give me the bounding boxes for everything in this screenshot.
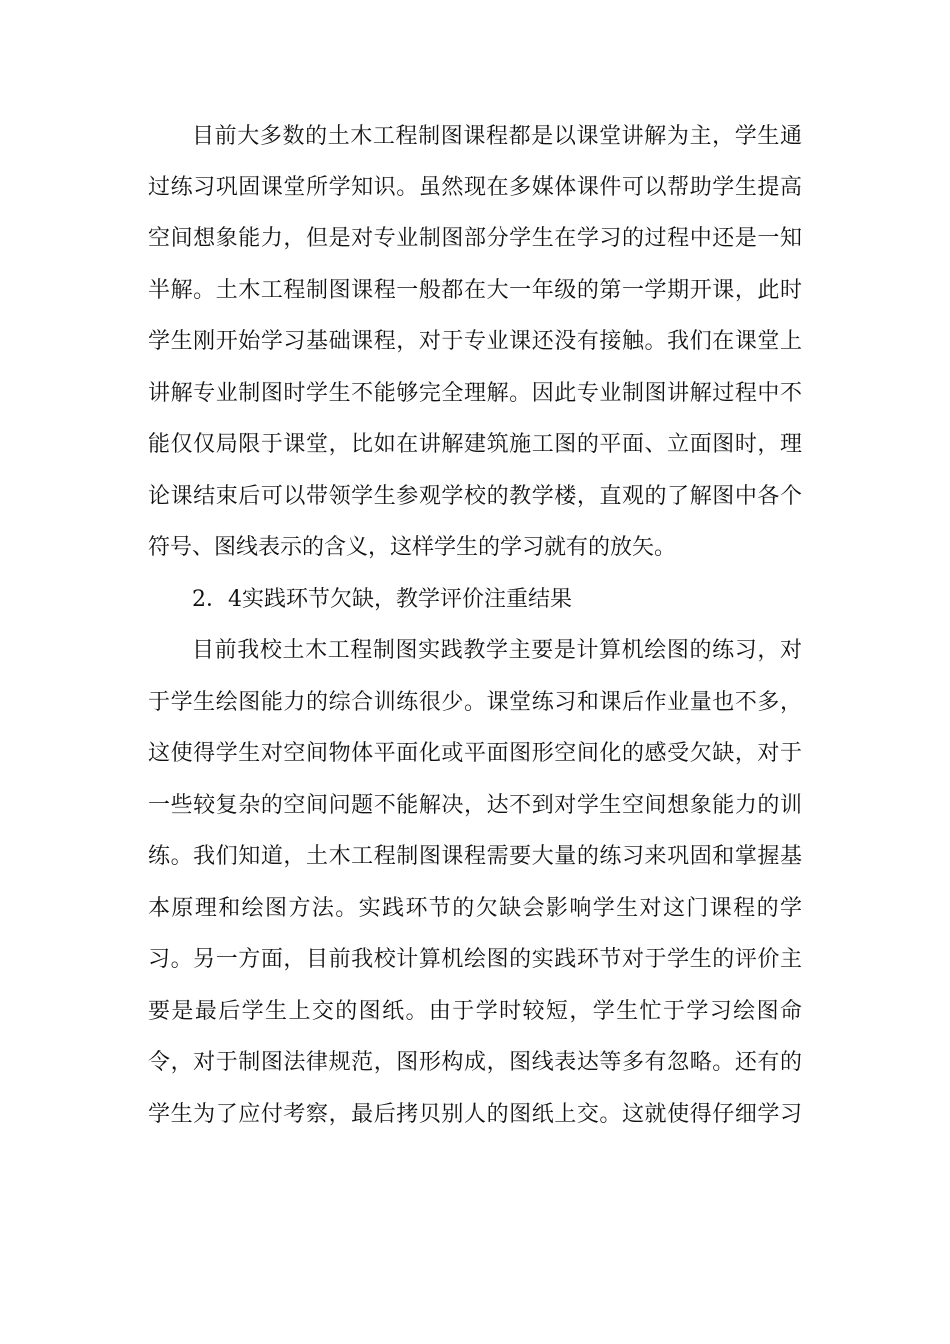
paragraph-line: 讲解专业制图时学生不能够完全理解。因此专业制图讲解过程中不 — [148, 381, 802, 406]
paragraph-line: 令，对于制图法律规范，图形构成，图线表达等多有忽略。还有的 — [148, 1050, 802, 1075]
paragraph-line: 学生刚开始学习基础课程，对于专业课还没有接触。我们在课堂上 — [148, 329, 802, 354]
paragraph-line: 学生为了应付考察，最后拷贝别人的图纸上交。这就使得仔细学习 — [148, 1102, 802, 1127]
paragraph-line: 过练习巩固课堂所学知识。虽然现在多媒体课件可以帮助学生提高 — [148, 175, 802, 200]
paragraph-line: 本原理和绘图方法。实践环节的欠缺会影响学生对这门课程的学 — [148, 896, 802, 921]
paragraph-line: 这使得学生对空间物体平面化或平面图形空间化的感受欠缺，对于 — [148, 741, 802, 766]
paragraph-line: 练。我们知道，土木工程制图课程需要大量的练习来巩固和掌握基 — [148, 844, 802, 869]
paragraph-line: 目前我校土木工程制图实践教学主要是计算机绘图的练习，对 — [192, 638, 802, 663]
section-heading: 2．4实践环节欠缺，教学评价注重结果 — [192, 587, 572, 612]
paragraph-line: 论课结束后可以带领学生参观学校的教学楼，直观的了解图中各个 — [148, 484, 802, 509]
paragraph-line: 符号、图线表示的含义，这样学生的学习就有的放矢。 — [148, 535, 677, 560]
paragraph-line: 目前大多数的土木工程制图课程都是以课堂讲解为主，学生通 — [192, 124, 802, 149]
paragraph-line: 一些较复杂的空间问题不能解决，达不到对学生空间想象能力的训 — [148, 793, 802, 818]
paragraph-line: 能仅仅局限于课堂，比如在讲解建筑施工图的平面、立面图时，理 — [148, 432, 802, 457]
paragraph-line: 习。另一方面，目前我校计算机绘图的实践环节对于学生的评价主 — [148, 947, 802, 972]
paragraph-line: 空间想象能力，但是对专业制图部分学生在学习的过程中还是一知 — [148, 226, 802, 251]
paragraph-line: 半解。土木工程制图课程一般都在大一年级的第一学期开课，此时 — [148, 278, 802, 303]
paragraph-line: 于学生绘图能力的综合训练很少。课堂练习和课后作业量也不多， — [148, 690, 802, 715]
paragraph-line: 要是最后学生上交的图纸。由于学时较短，学生忙于学习绘图命 — [148, 999, 802, 1024]
